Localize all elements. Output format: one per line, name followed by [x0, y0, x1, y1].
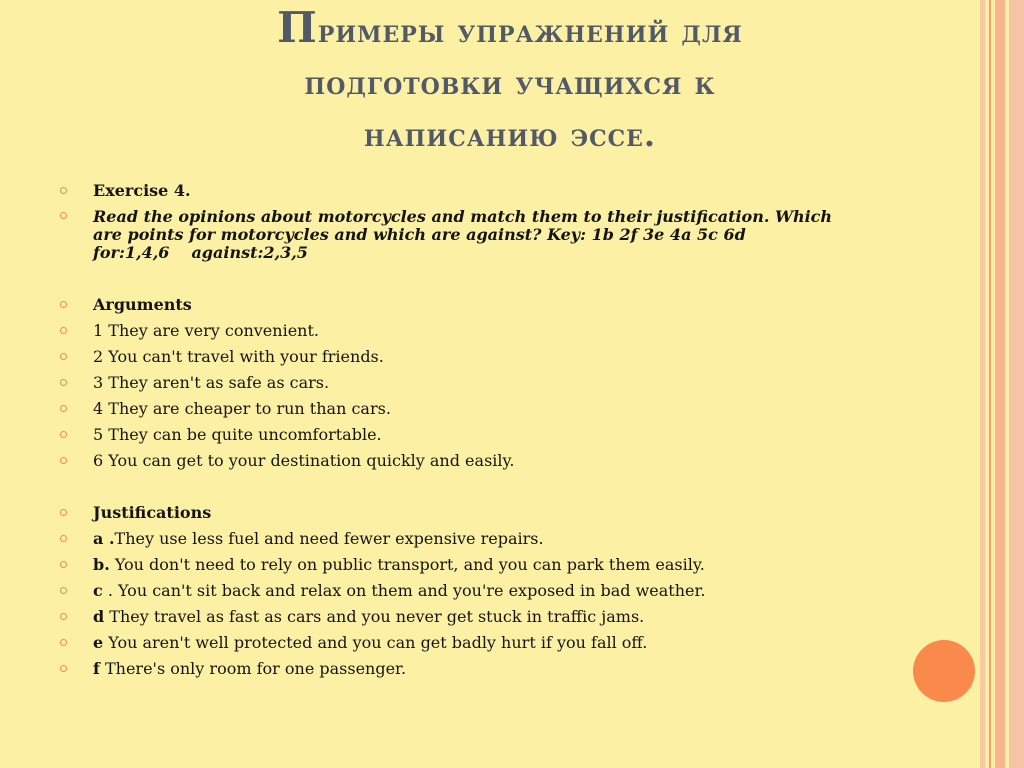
- bullet-icon: [60, 431, 67, 438]
- instruction-line-2: are points for motorcycles and which are against? Key: 1b 2f 3e 4a 5c 6d: [93, 225, 746, 244]
- arguments-heading: Arguments: [93, 295, 192, 314]
- justification-letter: a .: [93, 529, 115, 548]
- bullet-icon: [60, 535, 67, 542]
- title-line-1: [120, 2, 900, 57]
- title-line-1-text: римеры упражнений для: [317, 12, 743, 50]
- justification-text: You aren't well protected and you can get badly hurt if you fall off.: [103, 633, 648, 652]
- bullet-icon: [60, 301, 67, 308]
- justification-letter: b.: [93, 555, 110, 574]
- slide-title: [120, 2, 900, 161]
- bullet-icon: [60, 327, 67, 334]
- title-line-3: написанию эссе.: [363, 116, 657, 154]
- list-item: [60, 604, 880, 630]
- list-item: [60, 370, 880, 396]
- bullet-icon: [60, 379, 67, 386]
- list-item-instruction: [60, 204, 880, 266]
- decorative-stripes: [980, 0, 1024, 768]
- decorative-circle: [913, 640, 975, 702]
- justification-text: You don't need to rely on public transport, and you can park them easily.: [109, 555, 705, 574]
- list-item: [60, 448, 880, 474]
- argument-text: 4 They are cheaper to run than cars.: [93, 399, 391, 418]
- against-key: against:2,3,5: [191, 243, 308, 262]
- argument-text: 6 You can get to your destination quickly and easily.: [93, 451, 515, 470]
- exercise-label: Exercise 4.: [93, 181, 191, 200]
- bullet-icon: [60, 587, 67, 594]
- justification-text: There's only room for one passenger.: [99, 659, 407, 678]
- argument-text: 5 They can be quite uncomfortable.: [93, 425, 382, 444]
- justification-text: They use less fuel and need fewer expensive repairs.: [114, 529, 544, 548]
- justification-letter: c: [93, 581, 103, 600]
- bullet-icon: [60, 509, 67, 516]
- list-item: [60, 552, 880, 578]
- bullet-icon: [60, 665, 67, 672]
- for-key: for:1,4,6: [93, 243, 170, 262]
- list-item-exercise: [60, 178, 880, 204]
- argument-text: 1 They are very convenient.: [93, 321, 319, 340]
- bullet-icon: [60, 212, 67, 219]
- list-item: [60, 396, 880, 422]
- bullet-icon: [60, 187, 67, 194]
- argument-text: 3 They aren't as safe as cars.: [93, 373, 330, 392]
- list-item: [60, 526, 880, 552]
- list-item-arguments-heading: [60, 292, 880, 318]
- justification-text: . You can't sit back and relax on them and you're exposed in bad weather.: [102, 581, 706, 600]
- stripe: [995, 0, 1005, 768]
- justification-text: They travel as fast as cars and you never get stuck in traffic jams.: [104, 607, 645, 626]
- bullet-icon: [60, 457, 67, 464]
- justification-letter: f: [93, 659, 100, 678]
- bullet-icon: [60, 613, 67, 620]
- argument-text: 2 You can't travel with your friends.: [93, 347, 384, 366]
- list-item: [60, 344, 880, 370]
- list-item: [60, 578, 880, 604]
- slide-content: [60, 178, 880, 682]
- instruction-line-1: Read the opinions about motorcycles and match them to their justification. Which: [93, 207, 833, 226]
- list-item: [60, 630, 880, 656]
- stripe: [989, 0, 991, 768]
- justification-letter: d: [93, 607, 105, 626]
- title-initial: П: [277, 3, 318, 52]
- justification-letter: e: [93, 633, 104, 652]
- bullet-icon: [60, 353, 67, 360]
- bullet-icon: [60, 405, 67, 412]
- stripe: [980, 0, 985, 768]
- bullet-icon: [60, 639, 67, 646]
- list-item-justifications-heading: [60, 500, 880, 526]
- bullet-icon: [60, 561, 67, 568]
- stripe: [1009, 0, 1024, 768]
- list-item: [60, 422, 880, 448]
- title-line-2: подготовки учащихся к: [304, 64, 716, 102]
- list-item: [60, 318, 880, 344]
- list-item: [60, 656, 880, 682]
- justifications-heading: Justifications: [93, 503, 212, 522]
